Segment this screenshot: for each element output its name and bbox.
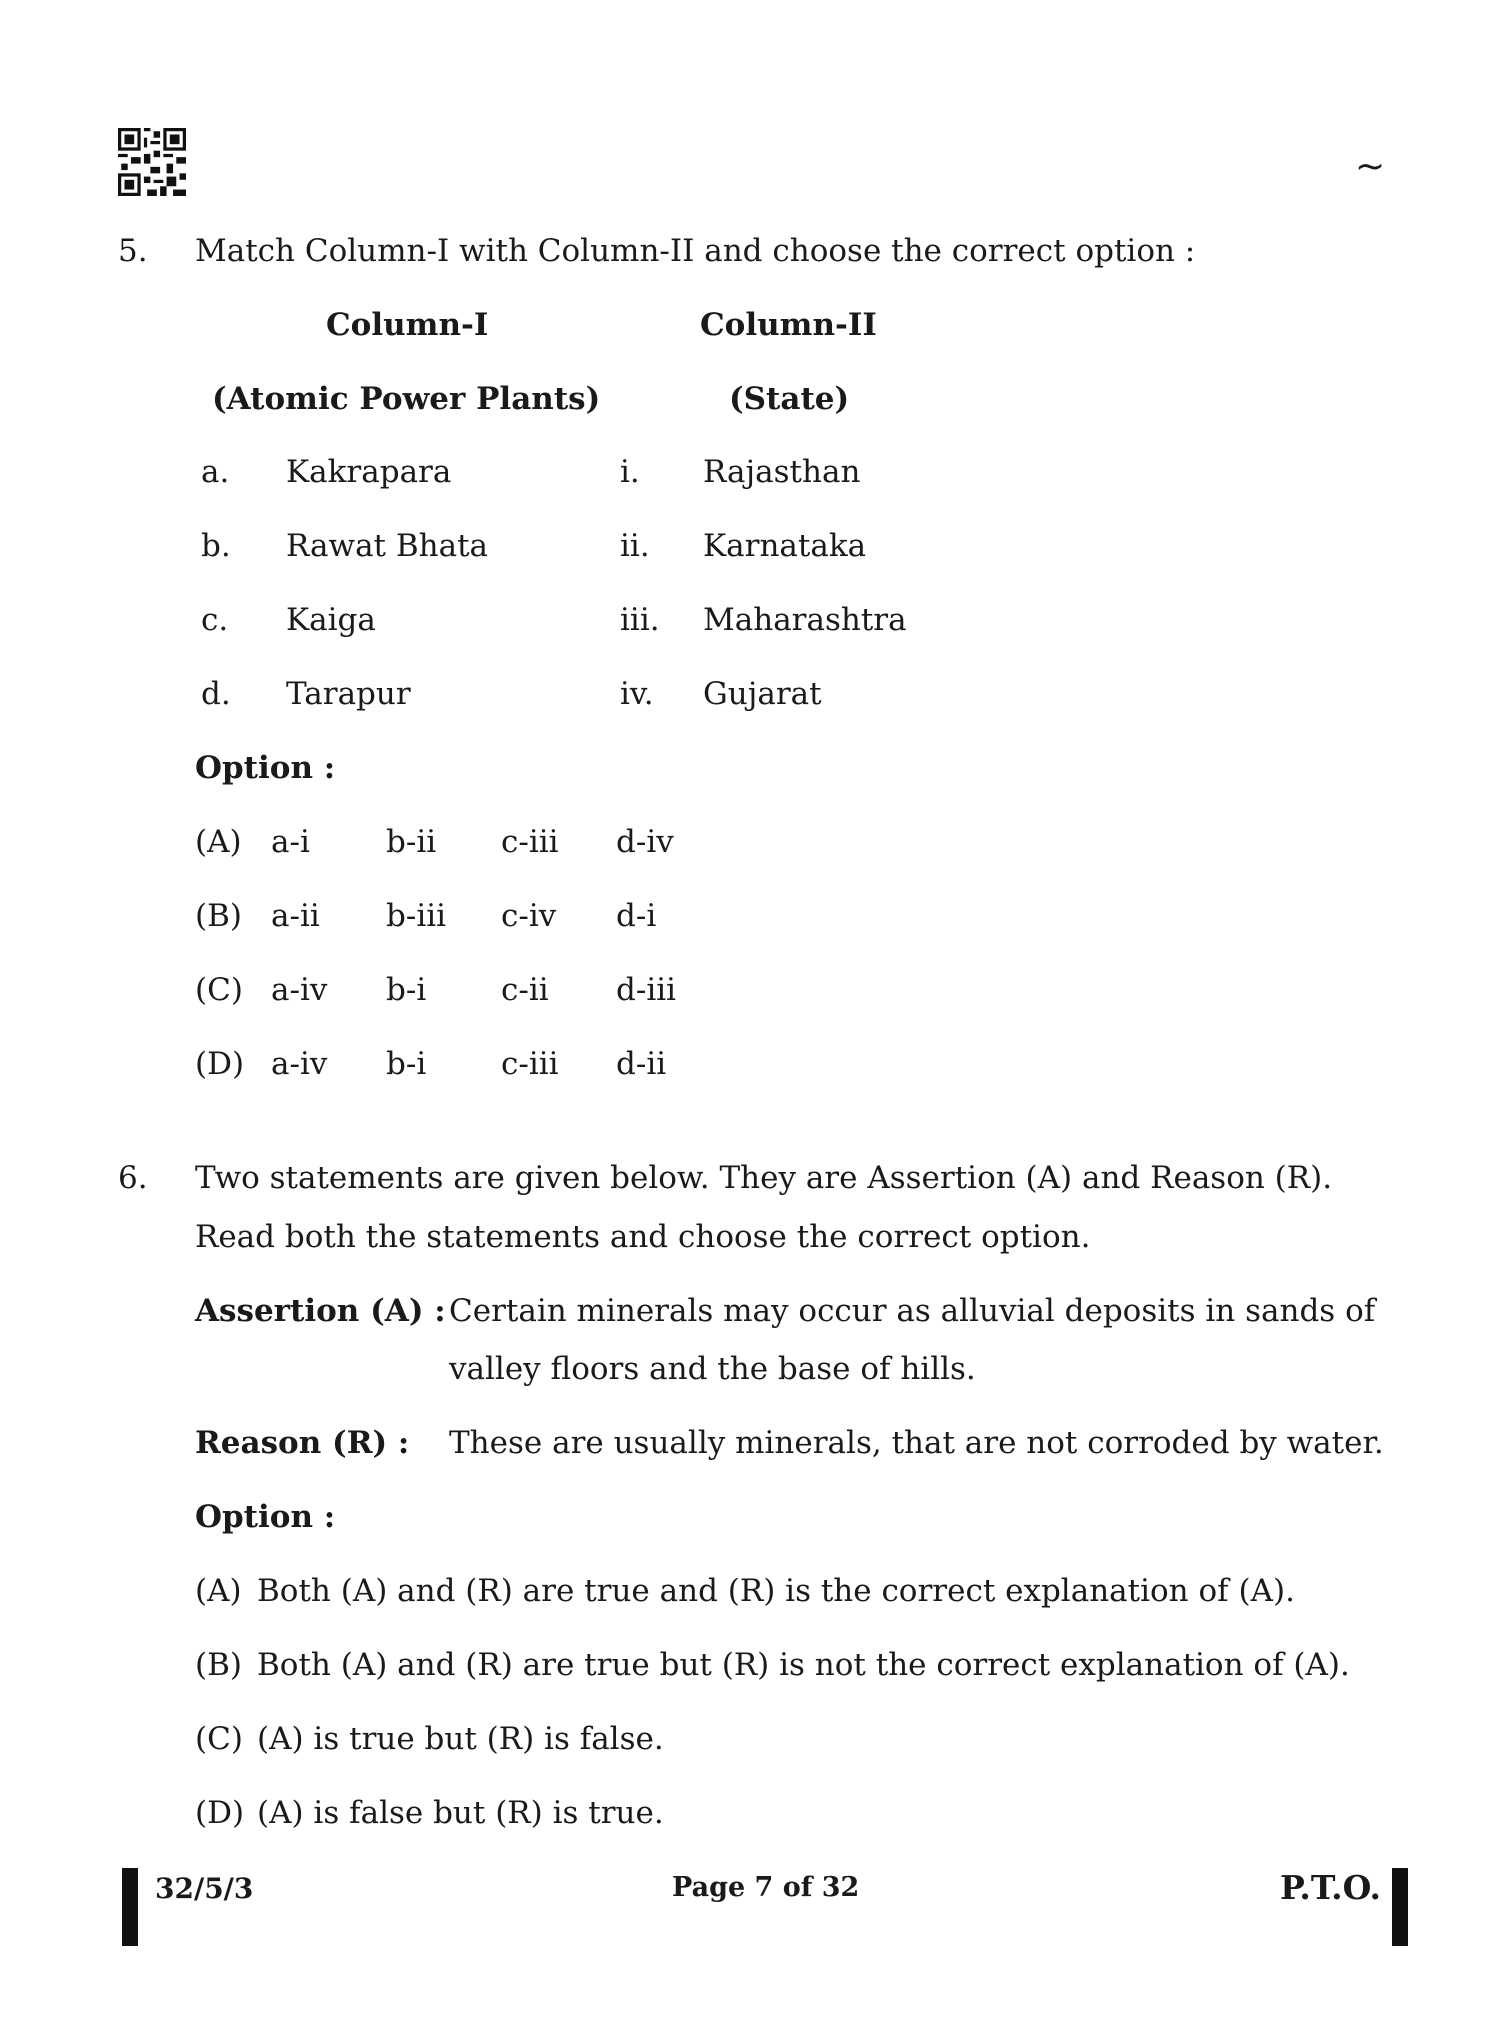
- option-pair: b-iii: [386, 898, 447, 934]
- row-letter: c.: [201, 602, 229, 638]
- option-key: (B): [195, 898, 242, 934]
- state-name: Rajasthan: [703, 454, 861, 490]
- footer-right-bar: [1392, 1868, 1408, 1946]
- option-key: (A): [195, 824, 242, 860]
- assertion-text-line1: Certain minerals may occur as alluvial deposits in sands of: [449, 1293, 1376, 1329]
- option-pair: a-i: [271, 824, 310, 860]
- option-key: (A): [195, 1573, 242, 1609]
- q5-number: 5.: [118, 233, 148, 269]
- row-letter: d.: [201, 676, 231, 712]
- option-pair: c-iii: [501, 824, 559, 860]
- reason-label: Reason (R) :: [195, 1425, 410, 1461]
- row-letter: a.: [201, 454, 230, 490]
- option-key: (B): [195, 1647, 242, 1683]
- option-key: (C): [195, 1721, 243, 1757]
- q6-option-label: Option :: [195, 1499, 336, 1535]
- option-text: (A) is true but (R) is false.: [257, 1721, 664, 1757]
- option-pair: a-iv: [271, 972, 328, 1008]
- plant-name: Kakrapara: [286, 454, 452, 490]
- option-pair: a-iv: [271, 1046, 328, 1082]
- state-name: Gujarat: [703, 676, 822, 712]
- state-name: Karnataka: [703, 528, 867, 564]
- paper-code: 32/5/3: [155, 1872, 254, 1905]
- q5-text: Match Column-I with Column-II and choose the correct option :: [195, 233, 1196, 269]
- option-text: (A) is false but (R) is true.: [257, 1795, 664, 1831]
- option-pair: a-ii: [271, 898, 320, 934]
- page-number: Page 7 of 32: [672, 1872, 860, 1903]
- option-pair: d-i: [616, 898, 657, 934]
- col1-subheading: (Atomic Power Plants): [212, 381, 601, 417]
- qr-code-icon: [118, 128, 186, 196]
- option-pair: b-i: [386, 972, 427, 1008]
- pto-label: P.T.O.: [1280, 1868, 1381, 1907]
- reason-text: These are usually minerals, that are not corroded by water.: [449, 1425, 1384, 1461]
- option-pair: b-i: [386, 1046, 427, 1082]
- col2-heading: Column-II: [700, 307, 877, 343]
- corner-mark: ~: [1355, 146, 1386, 187]
- option-pair: d-iv: [616, 824, 674, 860]
- row-numeral: iv.: [620, 676, 654, 712]
- option-key: (D): [195, 1795, 245, 1831]
- q6-text-line1: Two statements are given below. They are Assertion (A) and Reason (R).: [195, 1160, 1333, 1196]
- row-letter: b.: [201, 528, 231, 564]
- row-numeral: ii.: [620, 528, 650, 564]
- assertion-label: Assertion (A) :: [195, 1293, 446, 1329]
- q6-number: 6.: [118, 1160, 148, 1196]
- option-pair: b-ii: [386, 824, 437, 860]
- row-numeral: i.: [620, 454, 640, 490]
- col1-heading: Column-I: [326, 307, 489, 343]
- q5-option-label: Option :: [195, 750, 336, 786]
- col2-subheading: (State): [729, 381, 850, 417]
- option-text: Both (A) and (R) are true but (R) is not the correct explanation of (A).: [257, 1647, 1350, 1683]
- option-pair: d-iii: [616, 972, 677, 1008]
- option-text: Both (A) and (R) are true and (R) is the correct explanation of (A).: [257, 1573, 1295, 1609]
- q6-text-line2: Read both the statements and choose the correct option.: [195, 1219, 1091, 1255]
- state-name: Maharashtra: [703, 602, 907, 638]
- plant-name: Rawat Bhata: [286, 528, 489, 564]
- plant-name: Tarapur: [286, 676, 411, 712]
- option-pair: c-ii: [501, 972, 549, 1008]
- option-pair: c-iii: [501, 1046, 559, 1082]
- footer-left-bar: [122, 1868, 138, 1946]
- option-pair: d-ii: [616, 1046, 667, 1082]
- row-numeral: iii.: [620, 602, 660, 638]
- assertion-text-line2: valley floors and the base of hills.: [449, 1351, 976, 1387]
- option-key: (C): [195, 972, 243, 1008]
- plant-name: Kaiga: [286, 602, 376, 638]
- option-pair: c-iv: [501, 898, 557, 934]
- option-key: (D): [195, 1046, 245, 1082]
